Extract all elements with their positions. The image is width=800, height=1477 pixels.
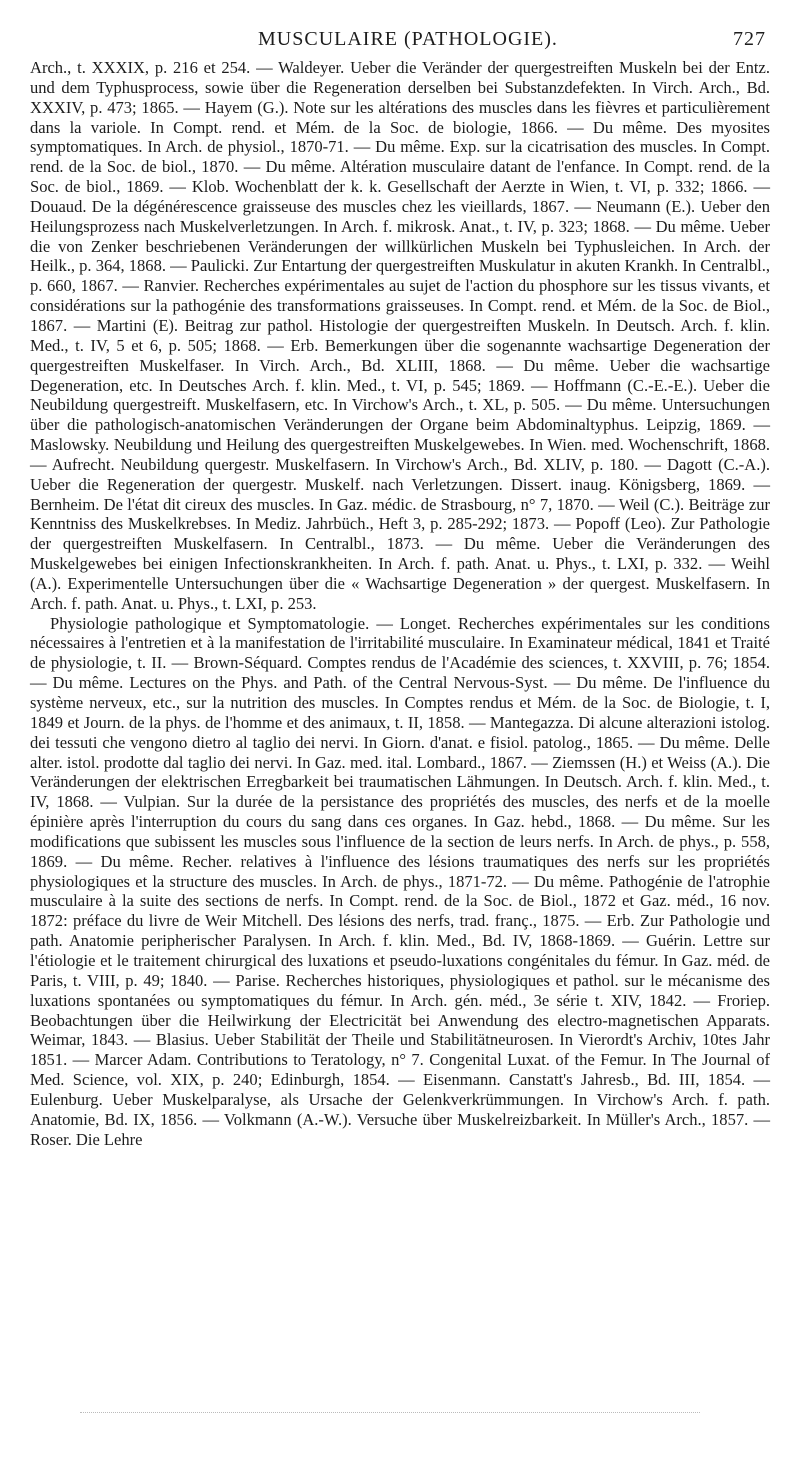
bottom-rule [80, 1412, 700, 1414]
bibliography-text [30, 58, 770, 1149]
book-page [30, 28, 770, 1149]
page-number: 727 [733, 28, 766, 50]
running-header [30, 28, 770, 58]
bibliography-paragraph-1: Arch., t. XXXIX, p. 216 et 254. — Waldeyer. Ueber die Veränder der quergestreiften Muskeln bei der Entz. und dem Typhusprocess, sowie über die Regeneration derselben bei Substanzdefekten. In Virch. Arch., Bd. XXXIV, p. 473; 1865. — Hayem (G.). Note sur les altérations des muscles dans les fièvres et particulièrement dans la variole. In Compt. rend. et Mém. de la Soc. de biologie, 1866. — Du même. Des myosites symptomatiques. In Arch. de physiol., 1870-71. — Du même. Exp. sur la cicatrisation des muscles. In Compt. rend. de la Soc. de biol., 1870. — Du même. Altération musculaire datant de l'enfance. In Compt. rend. de la Soc. de biol., 1869. — Klob. Wochenblatt der k. k. Gesellschaft der Aerzte in Wien, t. VI, p. 332; 1866. — Douaud. De la dégénérescence graisseuse des muscles chez les vieillards, 1867. — Neumann (E.). Ueber den Heilungsprozess nach Muskelverletzungen. In Arch. f. mikrosk. Anat., t. IV, p. 323; 1868. — Du même. Ueber die von Zenker beschriebenen Veränderungen der willkürlichen Muskeln bei Typhusleichen. In Arch. der Heilk., p. 364, 1868. — Paulicki. Zur Entartung der quergestreiften Muskulatur in akuten Krankh. In Centralbl., p. 660, 1867. — Ranvier. Recherches expérimentales au sujet de l'action du phosphore sur les tissus vivants, et considérations sur la pathogénie des transformations graisseuses. In Compt. rend. et Mém. de la Soc. de Biol., 1867. — Martini (E). Beitrag zur pathol. Histologie der quergestreiften Muskeln. In Deutsch. Arch. f. klin. Med., t. IV, 5 et 6, p. 505; 1868. — Erb. Bemerkungen über die sogenannte wachsartige Degeneration der quergestreiften Muskelfaser. In Virch. Arch., Bd. XLIII, 1868. — Du même. Ueber die wachsartige Degeneration, etc. In Deutsches Arch. f. klin. Med., t. VI, p. 545; 1869. — Hoffmann (C.-E.-E.). Ueber die Neubildung quergestreift. Muskelfasern, etc. In Virchow's Arch., t. XL, p. 505. — Du même. Untersuchungen über die pathologisch-anatomischen Veränderungen der Organe beim Abdominaltyphus. Leipzig, 1869. — Maslowsky. Neubildung und Heilung des quergestreiften Muskelgewebes. In Wien. med. Wochenschrift, 1868. — Aufrecht. Neubildung quergestr. Muskelfasern. In Virchow's Arch., Bd. XLIV, p. 180. — Dagott (C.-A.). Ueber die Regeneration der quergestr. Muskelf. nach Verletzungen. Dissert. inaug. Königsberg, 1869. — Bernheim. De l'état dit cireux des muscles. In Gaz. médic. de Strasbourg, n° 7, 1870. — Weil (C.). Beiträge zur Kenntniss des Muskelkrebses. In Mediz. Jahrbüch., Heft 3, p. 285-292; 1873. — Popoff (Leo). Zur Pathologie der quergestreiften Muskelfasern. In Centralbl., 1873. — Du même. Ueber die Veränderungen des Muskelgewebes bei einigen Infectionskrankheiten. In Arch. f. path. Anat. u. Phys., t. LXI, p. 332. — Weihl (A.). Experimentelle Untersuchungen über die « Wachsartige Degeneration » der quergest. Muskelfasern. In Arch. f. path. Anat. u. Phys., t. LXI, p. 253. [30, 58, 770, 613]
running-title: MUSCULAIRE (PATHOLOGIE). [258, 28, 558, 50]
bibliography-paragraph-2: Physiologie pathologique et Symptomatologie. — Longet. Recherches expérimentales sur les conditions nécessaires à l'entretien et à la manifestation de l'irritabilité musculaire. In Examinateur médical, 1841 et Traité de physiologie, t. II. — Brown-Séquard. Comptes rendus de l'Académie des sciences, t. XXVIII, p. 76; 1854. — Du même. Lectures on the Phys. and Path. of the Central Nervous-Syst. — Du même. De l'influence du système nerveux, etc., sur la nutrition des muscles. In Comptes rendus et Mém. de la Soc. de Biologie, t. I, 1849 et Journ. de la phys. de l'homme et des animaux, t. II, 1858. — Mantegazza. Di alcune alterazioni istolog. dei tessuti che vengono dietro al taglio dei nervi. In Giorn. d'anat. e fisiol. patolog., 1865. — Du même. Delle alter. istol. prodotte dal taglio dei nervi. In Gaz. med. ital. Lombard., 1867. — Ziemssen (H.) et Weiss (A.). Die Veränderungen der elektrischen Erregbarkeit bei traumatischen Lähmungen. In Deutsch. Arch. f. klin. Med., t. IV, 1868. — Vulpian. Sur la durée de la persistance des propriétés des muscles, des nerfs et de la moelle épinière après l'interruption du cours du sang dans ces organes. In Gaz. hebd., 1868. — Du même. Sur les modifications que subissent les muscles sous l'influence de la section de leurs nerfs. In Arch. de phys., p. 558, 1869. — Du même. Recher. relatives à l'influence des lésions traumatiques des nerfs sur les propriétés physiologiques et la structure des muscles. In Arch. de phys., 1871-72. — Du même. Pathogénie de l'atrophie musculaire à la suite des sections de nerfs. In Compt. rend. de la Soc. de Biol., 1872 et Gaz. méd., 16 nov. 1872: préface du livre de Weir Mitchell. Des lésions des nerfs, trad. franç., 1875. — Erb. Zur Pathologie und path. Anatomie peripherischer Paralysen. In Arch. f. klin. Med., Bd. IV, 1868-1869. — Guérin. Lettre sur l'étiologie et le traitement chirurgical des luxations et pseudo-luxations congénitales du fémur. In Gaz. méd. de Paris, t. VIII, p. 49; 1840. — Parise. Recherches historiques, physiologiques et pathol. sur le mécanisme des luxations spontanées ou symptomatiques du fémur. In Arch. gén. méd., 3e série t. XIV, 1842. — Froriep. Beobachtungen über die Heilwirkung der Electricität bei Anwendung des electro-magnetischen Apparats. Weimar, 1843. — Blasius. Ueber Stabilität der Theile und Stabilitätneurosen. In Vierordt's Archiv, 10tes Jahr 1851. — Marcer Adam. Contributions to Teratology, n° 7. Congenital Luxat. of the Femur. In The Journal of Med. Science, vol. XIX, p. 240; Edinburgh, 1854. — Eisenmann. Canstatt's Jahresb., Bd. III, 1854. — Eulenburg. Ueber Muskelparalyse, als Ursache der Gelenkverkrümmungen. In Virchow's Arch. f. path. Anatomie, Bd. IX, 1856. — Volkmann (A.-W.). Versuche über Muskelreizbarkeit. In Müller's Arch., 1857. — Roser. Die Lehre [30, 613, 770, 1149]
